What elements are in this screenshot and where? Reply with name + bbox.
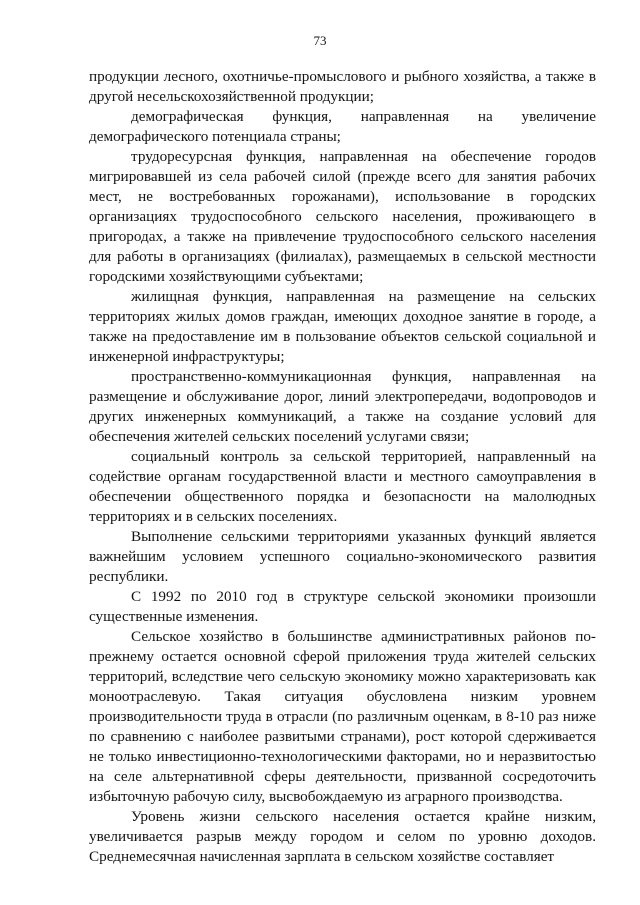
paragraph-functions-importance: Выполнение сельскими территориями указанных функций является важнейшим условием успешного социально-экономического развития республики.	[89, 528, 596, 585]
page-number: 73	[313, 33, 327, 48]
paragraph-structural-changes: С 1992 по 2010 год в структуре сельской экономики произошли существенные изменения.	[89, 588, 596, 625]
paragraph-continuation: продукции лесного, охотничье-промыслового и рыбного хозяйства, а также в другой несельскохозяйственной продукции;	[89, 68, 596, 105]
paragraph-living-standards: Уровень жизни сельского населения остается крайне низким, увеличивается разрыв между городом и селом по уровню доходов. Среднемесячная начисленная зарплата в сельском хозяйстве составляет	[89, 808, 596, 865]
paragraph-agriculture-mono-sector: Сельское хозяйство в большинстве административных районов по-прежнему остается основной сферой приложения труда жителей сельских территорий, вследствие чего сельскую экономику можно характеризовать как моноотраслевую. Такая ситуация обусловлена низким уровнем производительности труда в отрасли (по различным оценкам, в 8-10 раз ниже по сравнению с наиболее развитыми странами), рост которой сдерживается не только инвестиционно-технологическими факторами, но и неразвитостью на селе альтернативной сферы деятельности, призванной сосредоточить избыточную рабочую силу, высвобождаемую из аграрного производства.	[89, 628, 596, 805]
body-text	[89, 67, 596, 867]
paragraph-social-control: социальный контроль за сельской территорией, направленный на содействие органам государственной власти и местного самоуправления в обеспечении общественного порядка и безопасности на малолюдных территориях и в сельских поселениях.	[89, 448, 596, 525]
paragraph-labor-resource-function: трудоресурсная функция, направленная на обеспечение городов мигрировавшей из села рабочей силой (прежде всего для занятия рабочих мест, не востребованных горожанами), использование в городских организациях трудоспособного сельского населения, проживающего в пригородах, а также на привлечение трудоспособного сельского населения для работы в организациях (филиалах), размещаемых в сельской местности городскими хозяйствующими субъектами;	[89, 148, 596, 285]
paragraph-demographic-function: демографическая функция, направленная на увеличение демографического потенциала страны;	[89, 108, 596, 145]
paragraph-spatial-communication-function: пространственно-коммуникационная функция, направленная на размещение и обслуживание дорог, линий электропередачи, водопроводов и других инженерных коммуникаций, а также на создание условий для обеспечения жителей сельских поселений услугами связи;	[89, 368, 596, 445]
paragraph-housing-function: жилищная функция, направленная на размещение на сельских территориях жилых домов граждан, имеющих доходное занятие в городе, а также на предоставление им в пользование объектов сельской социальной и инженерной инфраструктуры;	[89, 288, 596, 365]
